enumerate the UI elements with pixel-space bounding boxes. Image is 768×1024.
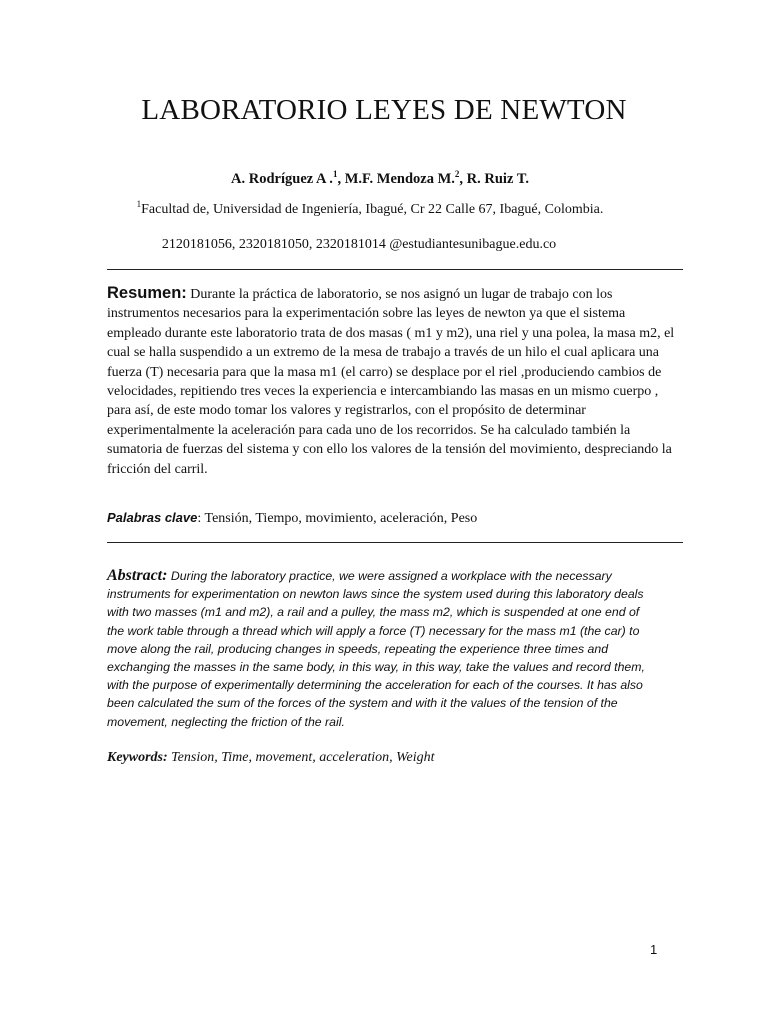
paper-title: LABORATORIO LEYES DE NEWTON: [141, 94, 627, 126]
affiliation-mark: 1: [136, 199, 142, 209]
author-3: , R. Ruiz T.: [459, 171, 529, 187]
palabras-clave-section: [107, 508, 675, 529]
keywords-section: [107, 748, 675, 768]
author-2-affiliation-mark: 2: [454, 169, 460, 179]
palabras-clave-text: : Tensión, Tiempo, movimiento, aceleración, Peso: [197, 511, 478, 526]
keywords-text: Tension, Time, movement, acceleration, Weight: [171, 750, 435, 765]
author-1-affiliation-mark: 1: [332, 169, 338, 179]
author-2: , M.F. Mendoza M.: [337, 171, 455, 187]
affiliation: [0, 200, 740, 220]
resumen-label: Resumen:: [107, 284, 187, 302]
resumen-section: [107, 284, 675, 479]
resumen-text: Durante la práctica de laboratorio, se nos asignó un lugar de trabajo con los instrumentos necesarios para la experimentación sobre las leyes de newton ya que el sistema empleado durante este laboratorio trata de dos masas ( m1 y m2), una riel y una polea, la masa m2, el cual se halla suspendido a un extremo de la mesa de trabajo a través de un hilo el cual aplicara una fuerza (T) necesaria para que la masa m1 (el carro) se desplace por el riel ,produciendo cambios de velocidades, repitiendo tres veces la experiencia e intercambiando las masas en un mismo cuerpo , para así, de este modo tomar los valores y registrarlos, con el propósito de determinar experimentalmente la aceleración para cada uno de los recorridos. Se ha calculado también la sumatoria de fuerzas del sistema y con ello los valores de la tensión del movimiento, despreciando la fricción del carril.: [107, 287, 675, 477]
author-list: [0, 169, 760, 189]
divider-top: [107, 269, 683, 270]
abstract-section: [107, 567, 655, 731]
divider-bottom: [107, 542, 683, 543]
abstract-text: During the laboratory practice, we were assigned a workplace with the necessary instruments for experimentation on newton laws since the system used during this laboratory deals with two masses (m1 and m2), a rail and a pulley, the mass m2, which is suspended at one end of the work table through a thread which will apply a force (T) necessary for the mass m1 (the car) to move along the rail, producing changes in speeds, repeating the experience three times and exchanging the masses in the same body, in this way, in this way, take the values and record them, with the purpose of experimentally determining the acceleration for each of the courses. It has also been calculated the sum of the forces of the system and with it the values of the tension of the movement, neglecting the friction of the rail.: [107, 569, 645, 729]
palabras-clave-label: Palabras clave: [107, 510, 198, 525]
abstract-label: Abstract:: [107, 567, 168, 584]
affiliation-text: Facultad de, Universidad de Ingeniería, Ibagué, Cr 22 Calle 67, Ibagué, Colombia.: [141, 202, 604, 217]
author-1: A. Rodríguez A .: [231, 171, 333, 187]
keywords-label: Keywords:: [107, 750, 168, 765]
page-number: 1: [650, 942, 658, 957]
author-emails: 2120181056, 2320181050, 2320181014 @estudiantesunibague.edu.co: [161, 237, 557, 252]
